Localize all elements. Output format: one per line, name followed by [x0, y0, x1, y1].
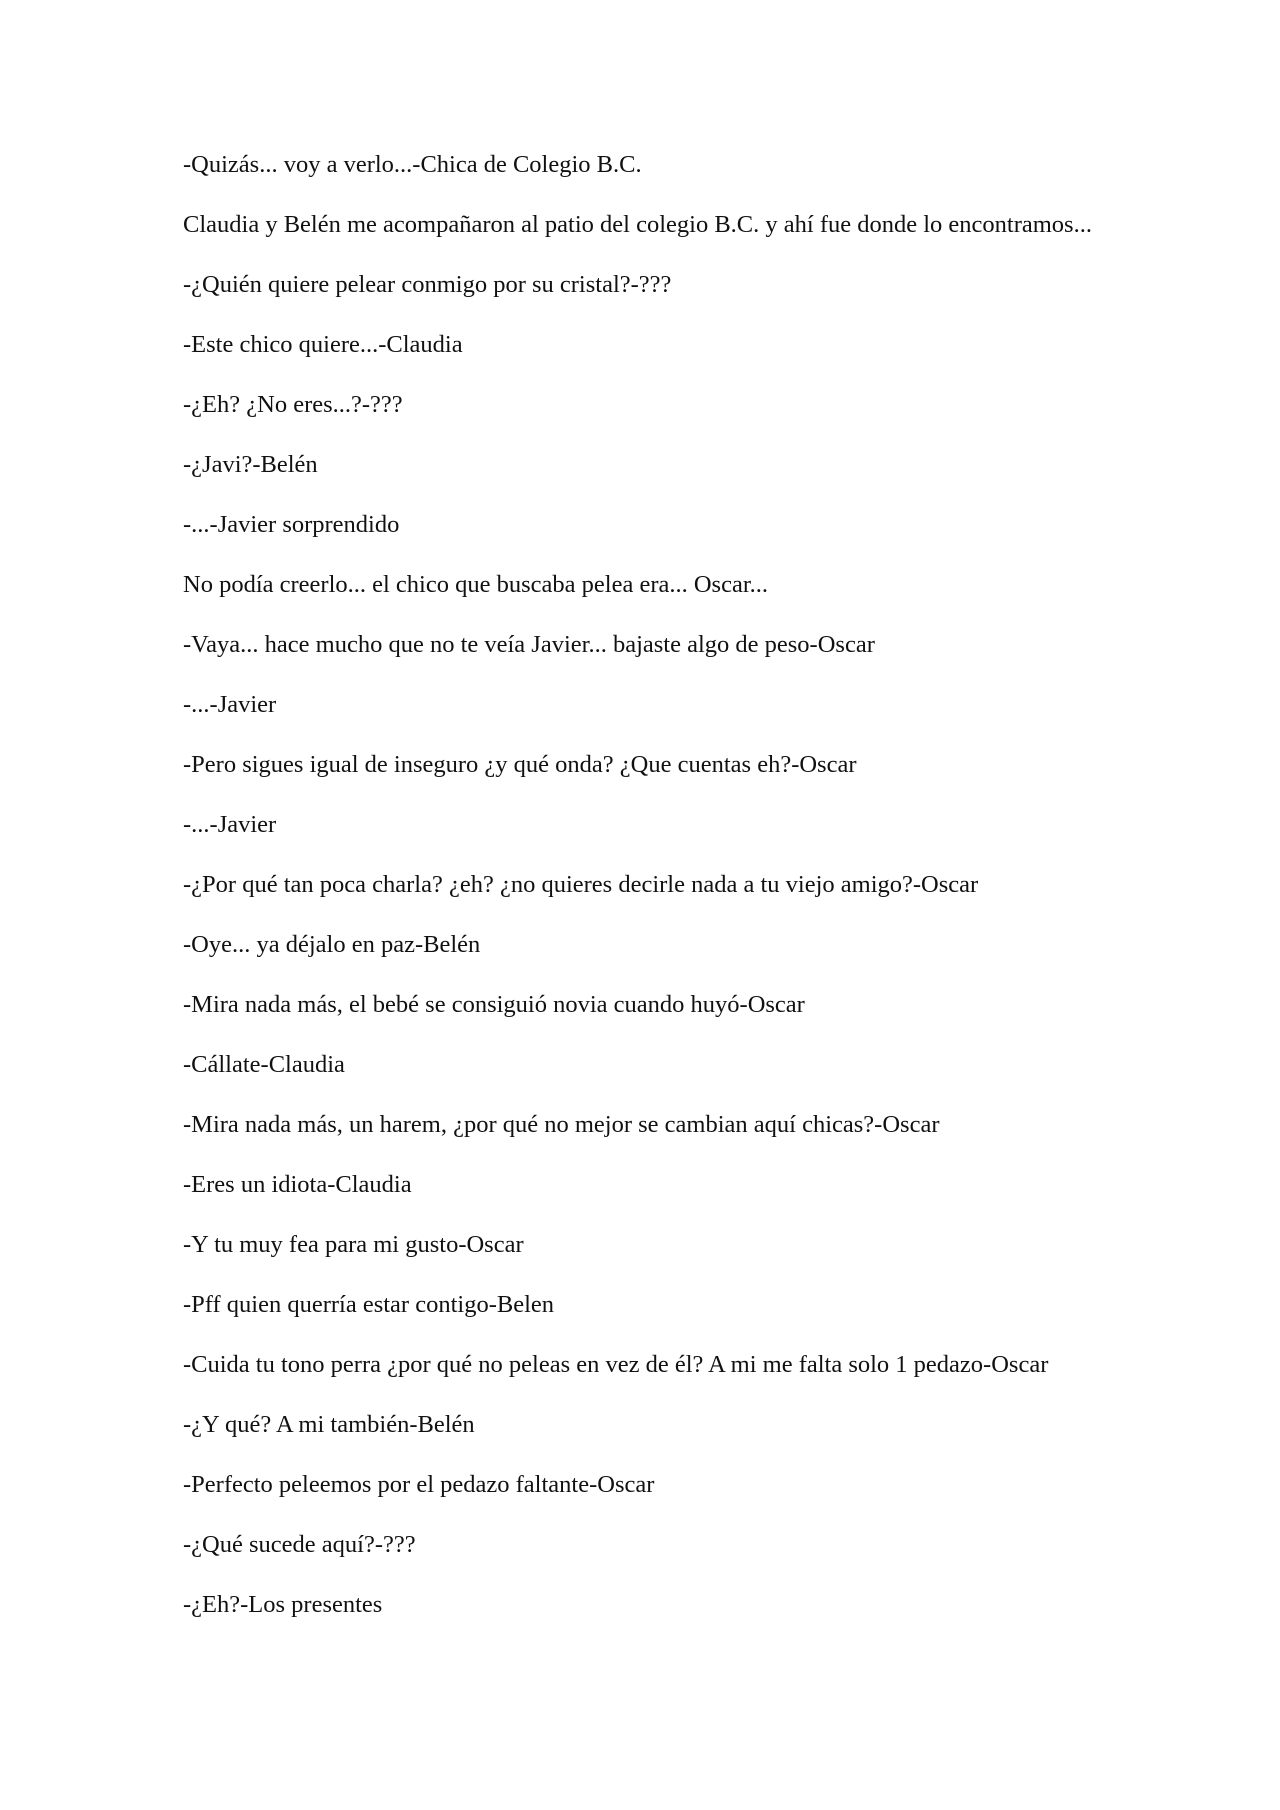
- paragraph: -Mira nada más, un harem, ¿por qué no mejor se cambian aquí chicas?-Oscar: [183, 1111, 940, 1138]
- paragraph: -Este chico quiere...-Claudia: [183, 331, 463, 358]
- paragraph: -...-Javier sorprendido: [183, 511, 400, 538]
- paragraph: Claudia y Belén me acompañaron al patio del colegio B.C. y ahí fue donde lo encontramos...: [183, 211, 1092, 238]
- paragraph: -¿Javi?-Belén: [183, 451, 318, 478]
- paragraph: -¿Qué sucede aquí?-???: [183, 1531, 416, 1558]
- paragraph: -Eres un idiota-Claudia: [183, 1171, 412, 1198]
- paragraph: -¿Y qué? A mi también-Belén: [183, 1411, 475, 1438]
- paragraph: -¿Eh? ¿No eres...?-???: [183, 391, 403, 418]
- paragraph: -Quizás... voy a verlo...-Chica de Colegio B.C.: [183, 151, 642, 178]
- paragraph: -Perfecto peleemos por el pedazo faltante-Oscar: [183, 1471, 655, 1498]
- paragraph: -¿Por qué tan poca charla? ¿eh? ¿no quieres decirle nada a tu viejo amigo?-Oscar: [183, 871, 979, 898]
- paragraph: -...-Javier: [183, 691, 277, 718]
- paragraph: -Oye... ya déjalo en paz-Belén: [183, 931, 481, 958]
- paragraph: -Pff quien querría estar contigo-Belen: [183, 1291, 555, 1318]
- document-body: [183, 150, 1113, 1650]
- paragraph: -Vaya... hace mucho que no te veía Javier... bajaste algo de peso-Oscar: [183, 631, 875, 658]
- paragraph: -¿Eh?-Los presentes: [183, 1591, 383, 1618]
- paragraph: -Cuida tu tono perra ¿por qué no peleas en vez de él? A mi me falta solo 1 pedazo-Oscar: [183, 1351, 1049, 1378]
- paragraph: -Y tu muy fea para mi gusto-Oscar: [183, 1231, 524, 1258]
- paragraph: -...-Javier: [183, 811, 277, 838]
- paragraph: -¿Quién quiere pelear conmigo por su cristal?-???: [183, 271, 672, 298]
- paragraph: No podía creerlo... el chico que buscaba pelea era... Oscar...: [183, 571, 769, 598]
- paragraph: -Mira nada más, el bebé se consiguió novia cuando huyó-Oscar: [183, 991, 805, 1018]
- paragraph: -Cállate-Claudia: [183, 1051, 345, 1078]
- paragraph: -Pero sigues igual de inseguro ¿y qué onda? ¿Que cuentas eh?-Oscar: [183, 751, 857, 778]
